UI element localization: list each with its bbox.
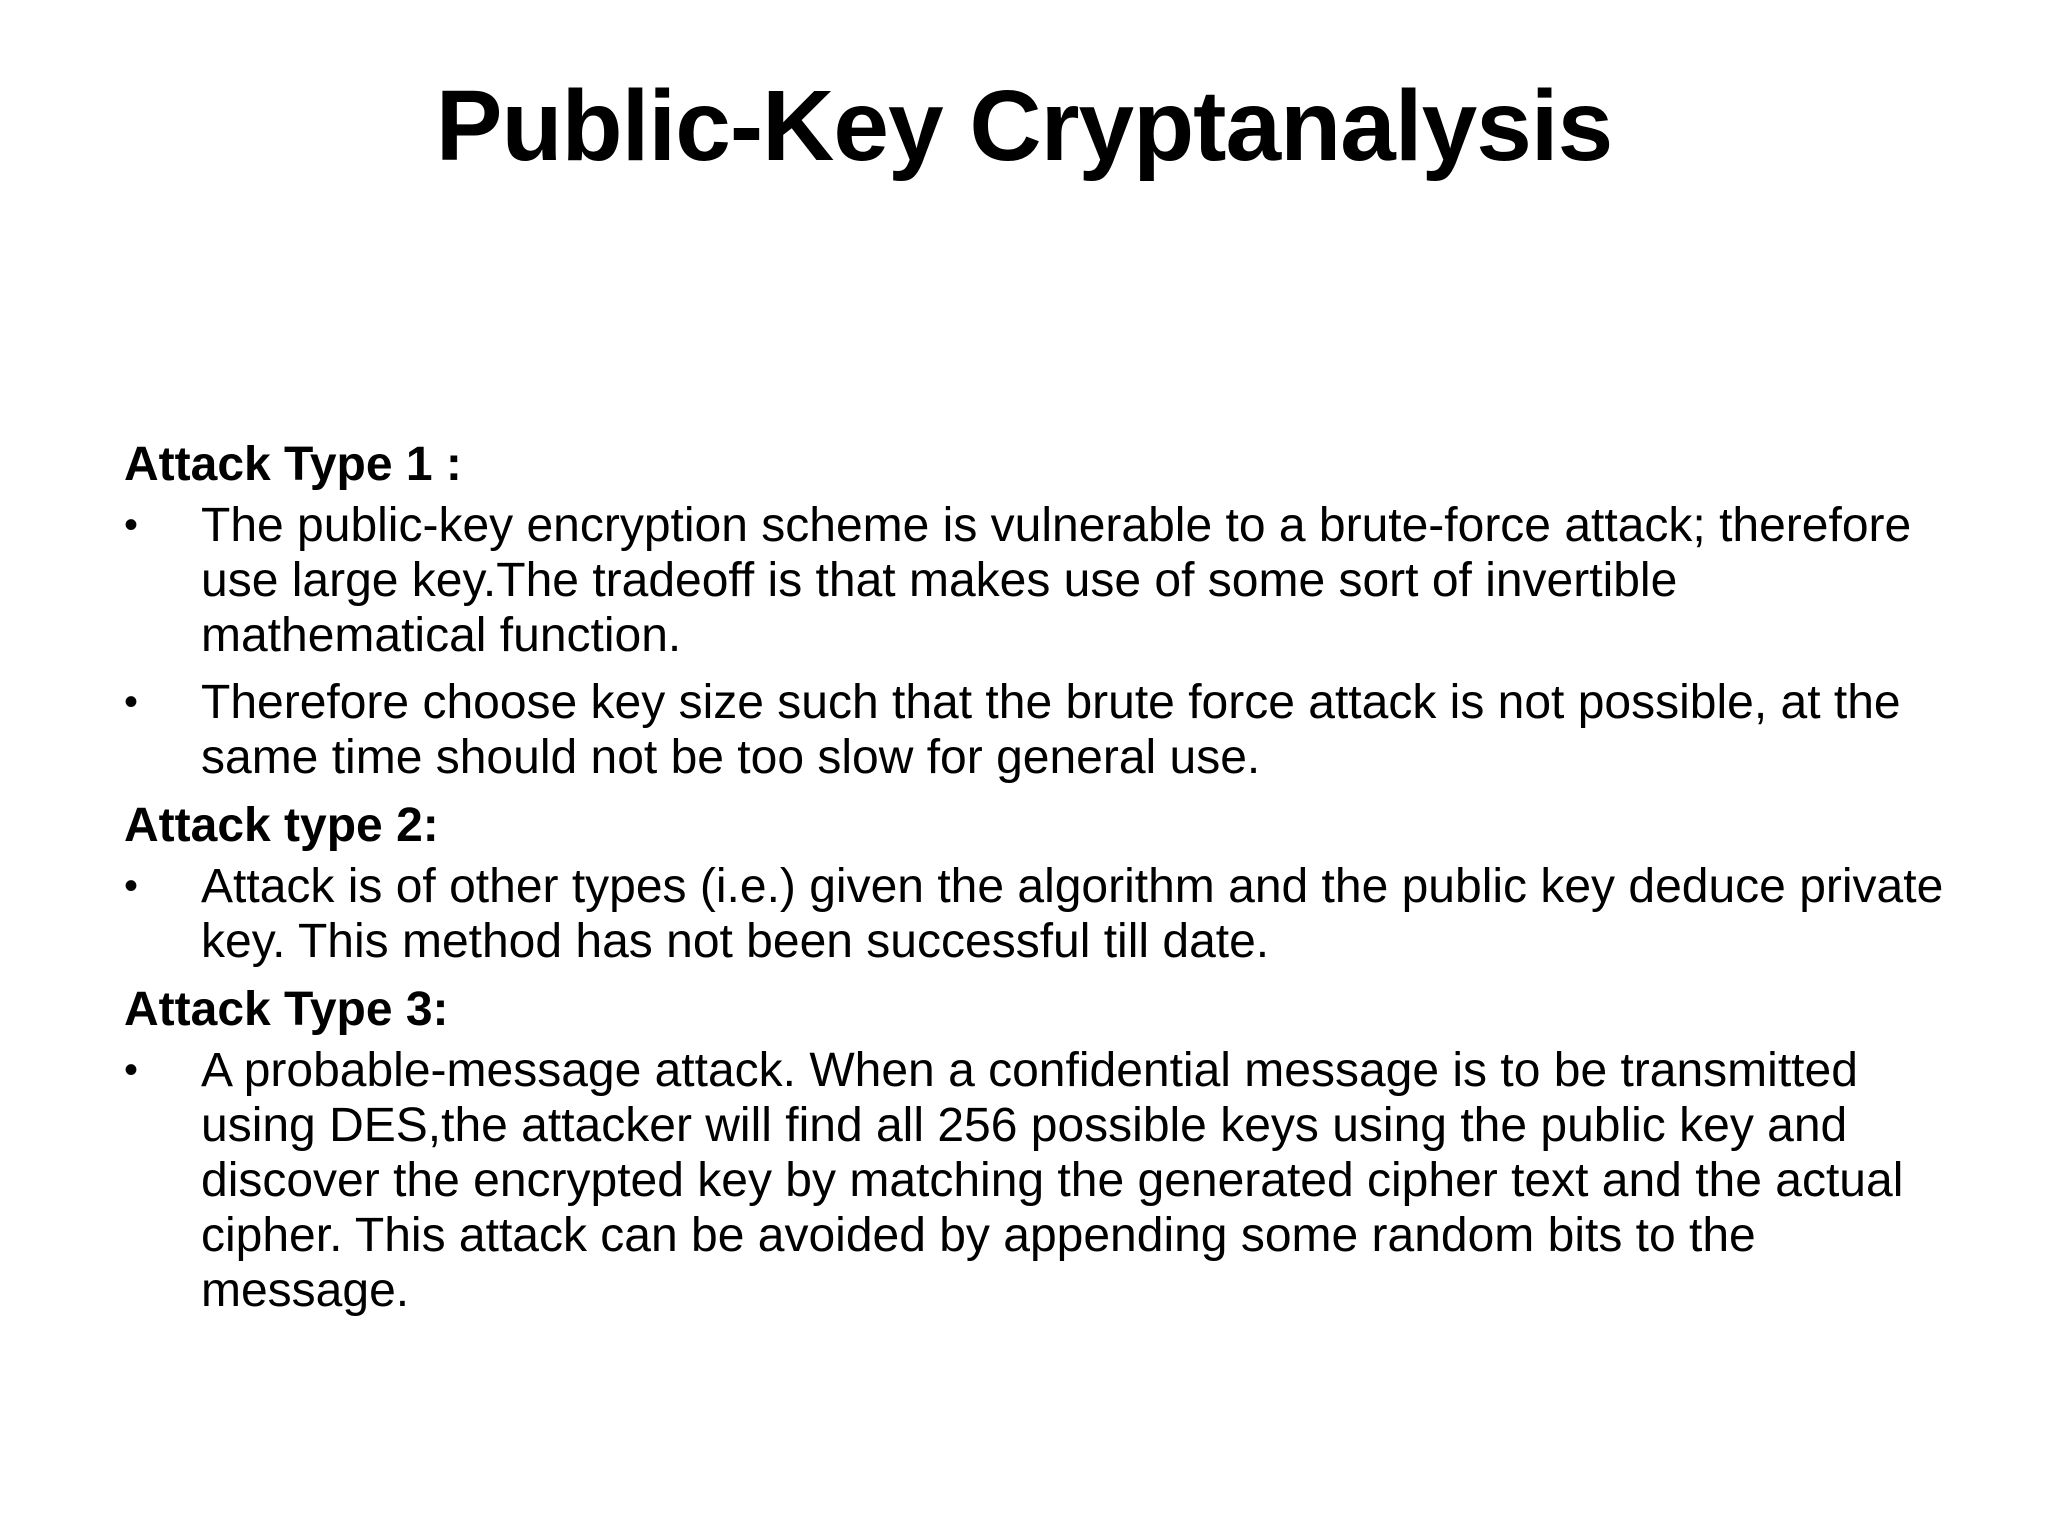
section-heading-attack-type-3: Attack Type 3:: [124, 983, 449, 1036]
bullet-text: A probable-message attack. When a confidential message is to be transmitted using DES,the attacker will find all 256 possible keys using the public key and discover the encrypted key by matching the generated cipher text and the actual cipher. This attack can be avoided by appending some random bits to the message.: [201, 1044, 1904, 1317]
bullet-item: [124, 859, 1944, 969]
bullet-icon: •: [124, 503, 139, 547]
slide-body: [124, 436, 1944, 1330]
section-heading-attack-type-2: Attack type 2:: [124, 799, 439, 852]
bullet-text: Therefore choose key size such that the brute force attack is not possible, at the same time should not be too slow for general use.: [201, 676, 1901, 784]
bullet-text: The public-key encryption scheme is vulnerable to a brute-force attack; therefore use large key.The tradeoff is that makes use of some sort of invertible mathematical function.: [201, 499, 1912, 662]
bullet-item: [124, 1043, 1944, 1318]
bullet-list: [124, 1043, 1944, 1318]
bullet-item: [124, 675, 1944, 785]
bullet-icon: •: [124, 864, 139, 908]
bullet-icon: •: [124, 1048, 139, 1092]
bullet-text: Attack is of other types (i.e.) given the algorithm and the public key deduce private key. This method has not been successful till date.: [201, 860, 1944, 968]
section-heading-attack-type-1: Attack Type 1 :: [124, 438, 462, 491]
bullet-icon: •: [124, 680, 139, 724]
slide-title: Public-Key Cryptanalysis: [435, 70, 1613, 182]
bullet-list: [124, 859, 1944, 969]
bullet-list: [124, 498, 1944, 785]
bullet-item: [124, 498, 1944, 663]
